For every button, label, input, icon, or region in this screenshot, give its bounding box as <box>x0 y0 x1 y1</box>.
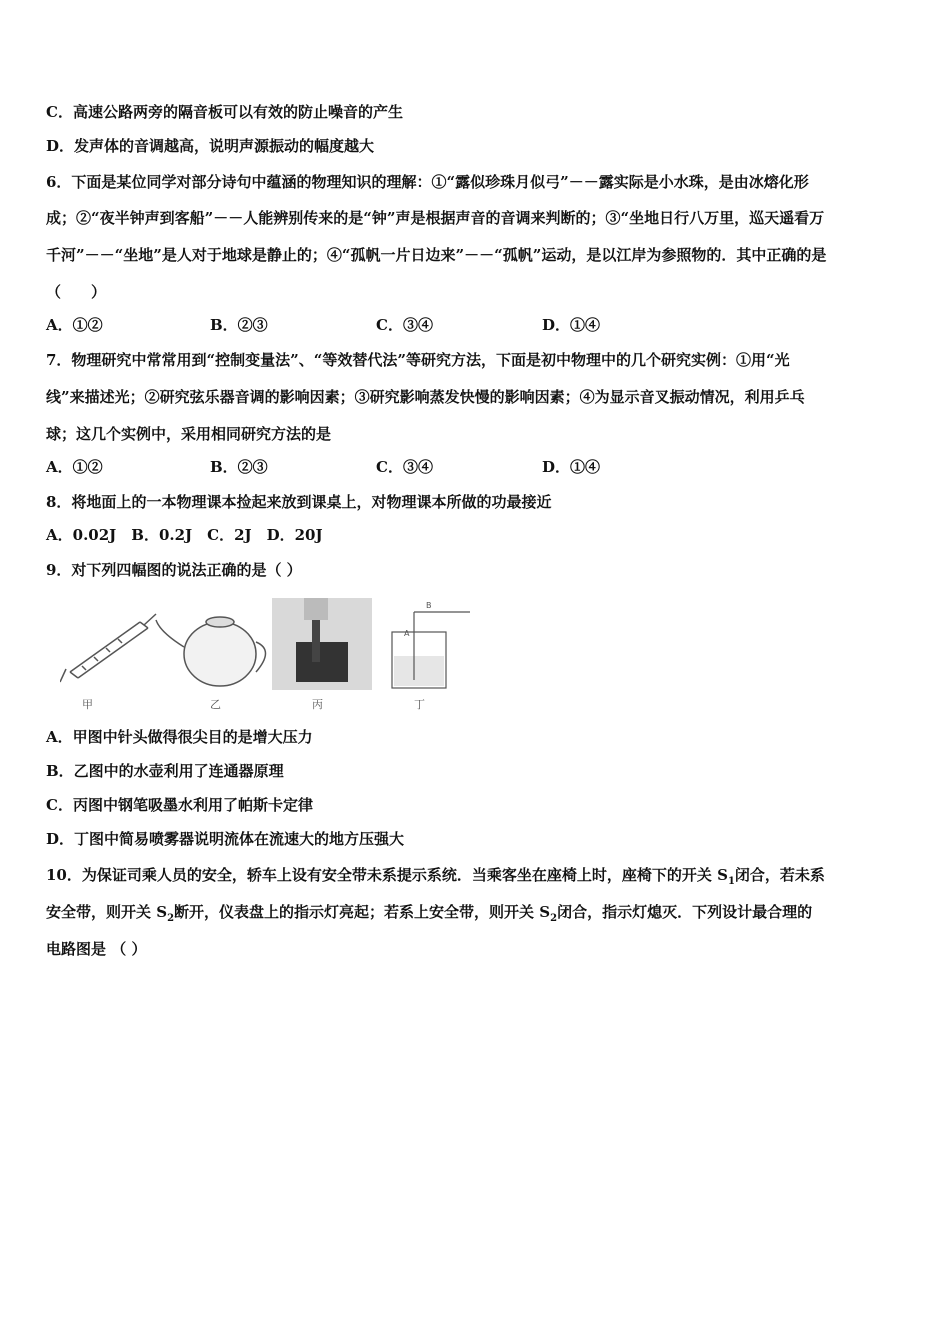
q10-line1-sub: 1 <box>727 876 735 887</box>
teapot-image <box>156 617 266 686</box>
q8-stem: 8．将地面上的一本物理课本捡起来放到课桌上，对物理课本所做的功最接近 <box>46 493 552 511</box>
q10-line1-part-b: 闭合，若未系 <box>734 866 825 884</box>
q10-line2-sub1: 2 <box>167 913 175 924</box>
q7-stem-line1: 7．物理研究中常常用到“控制变量法”、“等效替代法”等研究方法，下面是初中物理中的几个研究实例：①用“光 <box>46 351 790 369</box>
atomizer-image <box>392 601 470 688</box>
q6-option-b: B．②③ <box>210 316 268 334</box>
fig-label-yi: 乙 <box>210 698 221 711</box>
q10-line2-part-b: 断开，仪表盘上的指示灯亮起；若系上安全带，则开关 S <box>174 903 551 921</box>
q6-stem-line2: 成；②“夜半钟声到客船”－－人能辨别传来的是“钟”声是根据声音的音调来判断的；③“坐地日行八万里，巡天遥看万 <box>46 209 825 227</box>
q6-stem-line3: 千河”－－“坐地”是人对于地球是静止的；④“孤帆一片日边来”－－“孤帆”运动，是以江岸为参照物的．其中正确的是 <box>46 246 827 264</box>
q9-figure <box>60 592 480 712</box>
q7-stem-line3: 球；这几个实例中，采用相同研究方法的是 <box>46 425 332 443</box>
q6-stem-line1: 6．下面是某位同学对部分诗句中蕴涵的物理知识的理解：①“露似珍珠月似弓”－－露实际是小水珠，是由冰熔化形 <box>46 173 809 191</box>
fig-label-ding: 丁 <box>414 698 425 711</box>
q7-option-d: D．①④ <box>542 458 601 476</box>
q10-line2-sub2: 2 <box>550 913 558 924</box>
q7-option-b: B．②③ <box>210 458 268 476</box>
fig-label-bing: 丙 <box>312 698 323 711</box>
q5-option-d: D．发声体的音调越高，说明声源振动的幅度越大 <box>46 137 375 155</box>
q10-stem-line1 <box>46 865 825 892</box>
q7-option-c: C．③④ <box>376 458 433 476</box>
q7-stem-line2: 线”来描述光；②研究弦乐器音调的影响因素；③研究影响蒸发快慢的影响因素；④为显示音叉振动情况，利用乒乓 <box>46 388 805 406</box>
q6-option-c: C．③④ <box>376 316 433 334</box>
q9-stem: 9．对下列四幅图的说法正确的是（ ） <box>46 561 302 579</box>
fig-label-jia: 甲 <box>82 698 93 711</box>
q9-option-a: A．甲图中针头做得很尖目的是增大压力 <box>46 728 313 746</box>
q9-option-d: D．丁图中简易喷雾器说明流体在流速大的地方压强大 <box>46 830 405 848</box>
q6-option-d: D．①④ <box>542 316 601 334</box>
syringe-image <box>60 614 156 682</box>
q10-line1-part-a: 10．为保证司乘人员的安全，轿车上设有安全带未系提示系统．当乘客坐在座椅上时，座椅下的开关 S <box>46 866 728 884</box>
q6-stem-line4: （ ） <box>46 283 107 301</box>
q8-options: A．0.02J B．0.2J C．2J D．20J <box>46 526 323 544</box>
q9-figure-drawing <box>60 592 480 712</box>
q9-option-b: B．乙图中的水壶利用了连通器原理 <box>46 762 284 780</box>
svg-text:B: B <box>426 601 432 610</box>
ink-pen-image <box>272 598 372 690</box>
svg-text:A: A <box>404 629 410 638</box>
q10-line2-part-c: 闭合，指示灯熄灭．下列设计最合理的 <box>557 903 813 921</box>
q7-option-a: A．①② <box>46 458 103 476</box>
q10-stem-line3: 电路图是 （ ） <box>46 940 147 958</box>
q9-option-c: C．丙图中钢笔吸墨水利用了帕斯卡定律 <box>46 796 313 814</box>
q10-stem-line2 <box>46 902 812 929</box>
q10-line2-part-a: 安全带，则开关 S <box>46 903 168 921</box>
q6-option-a: A．①② <box>46 316 103 334</box>
q5-option-c: C．高速公路两旁的隔音板可以有效的防止噪音的产生 <box>46 103 403 121</box>
